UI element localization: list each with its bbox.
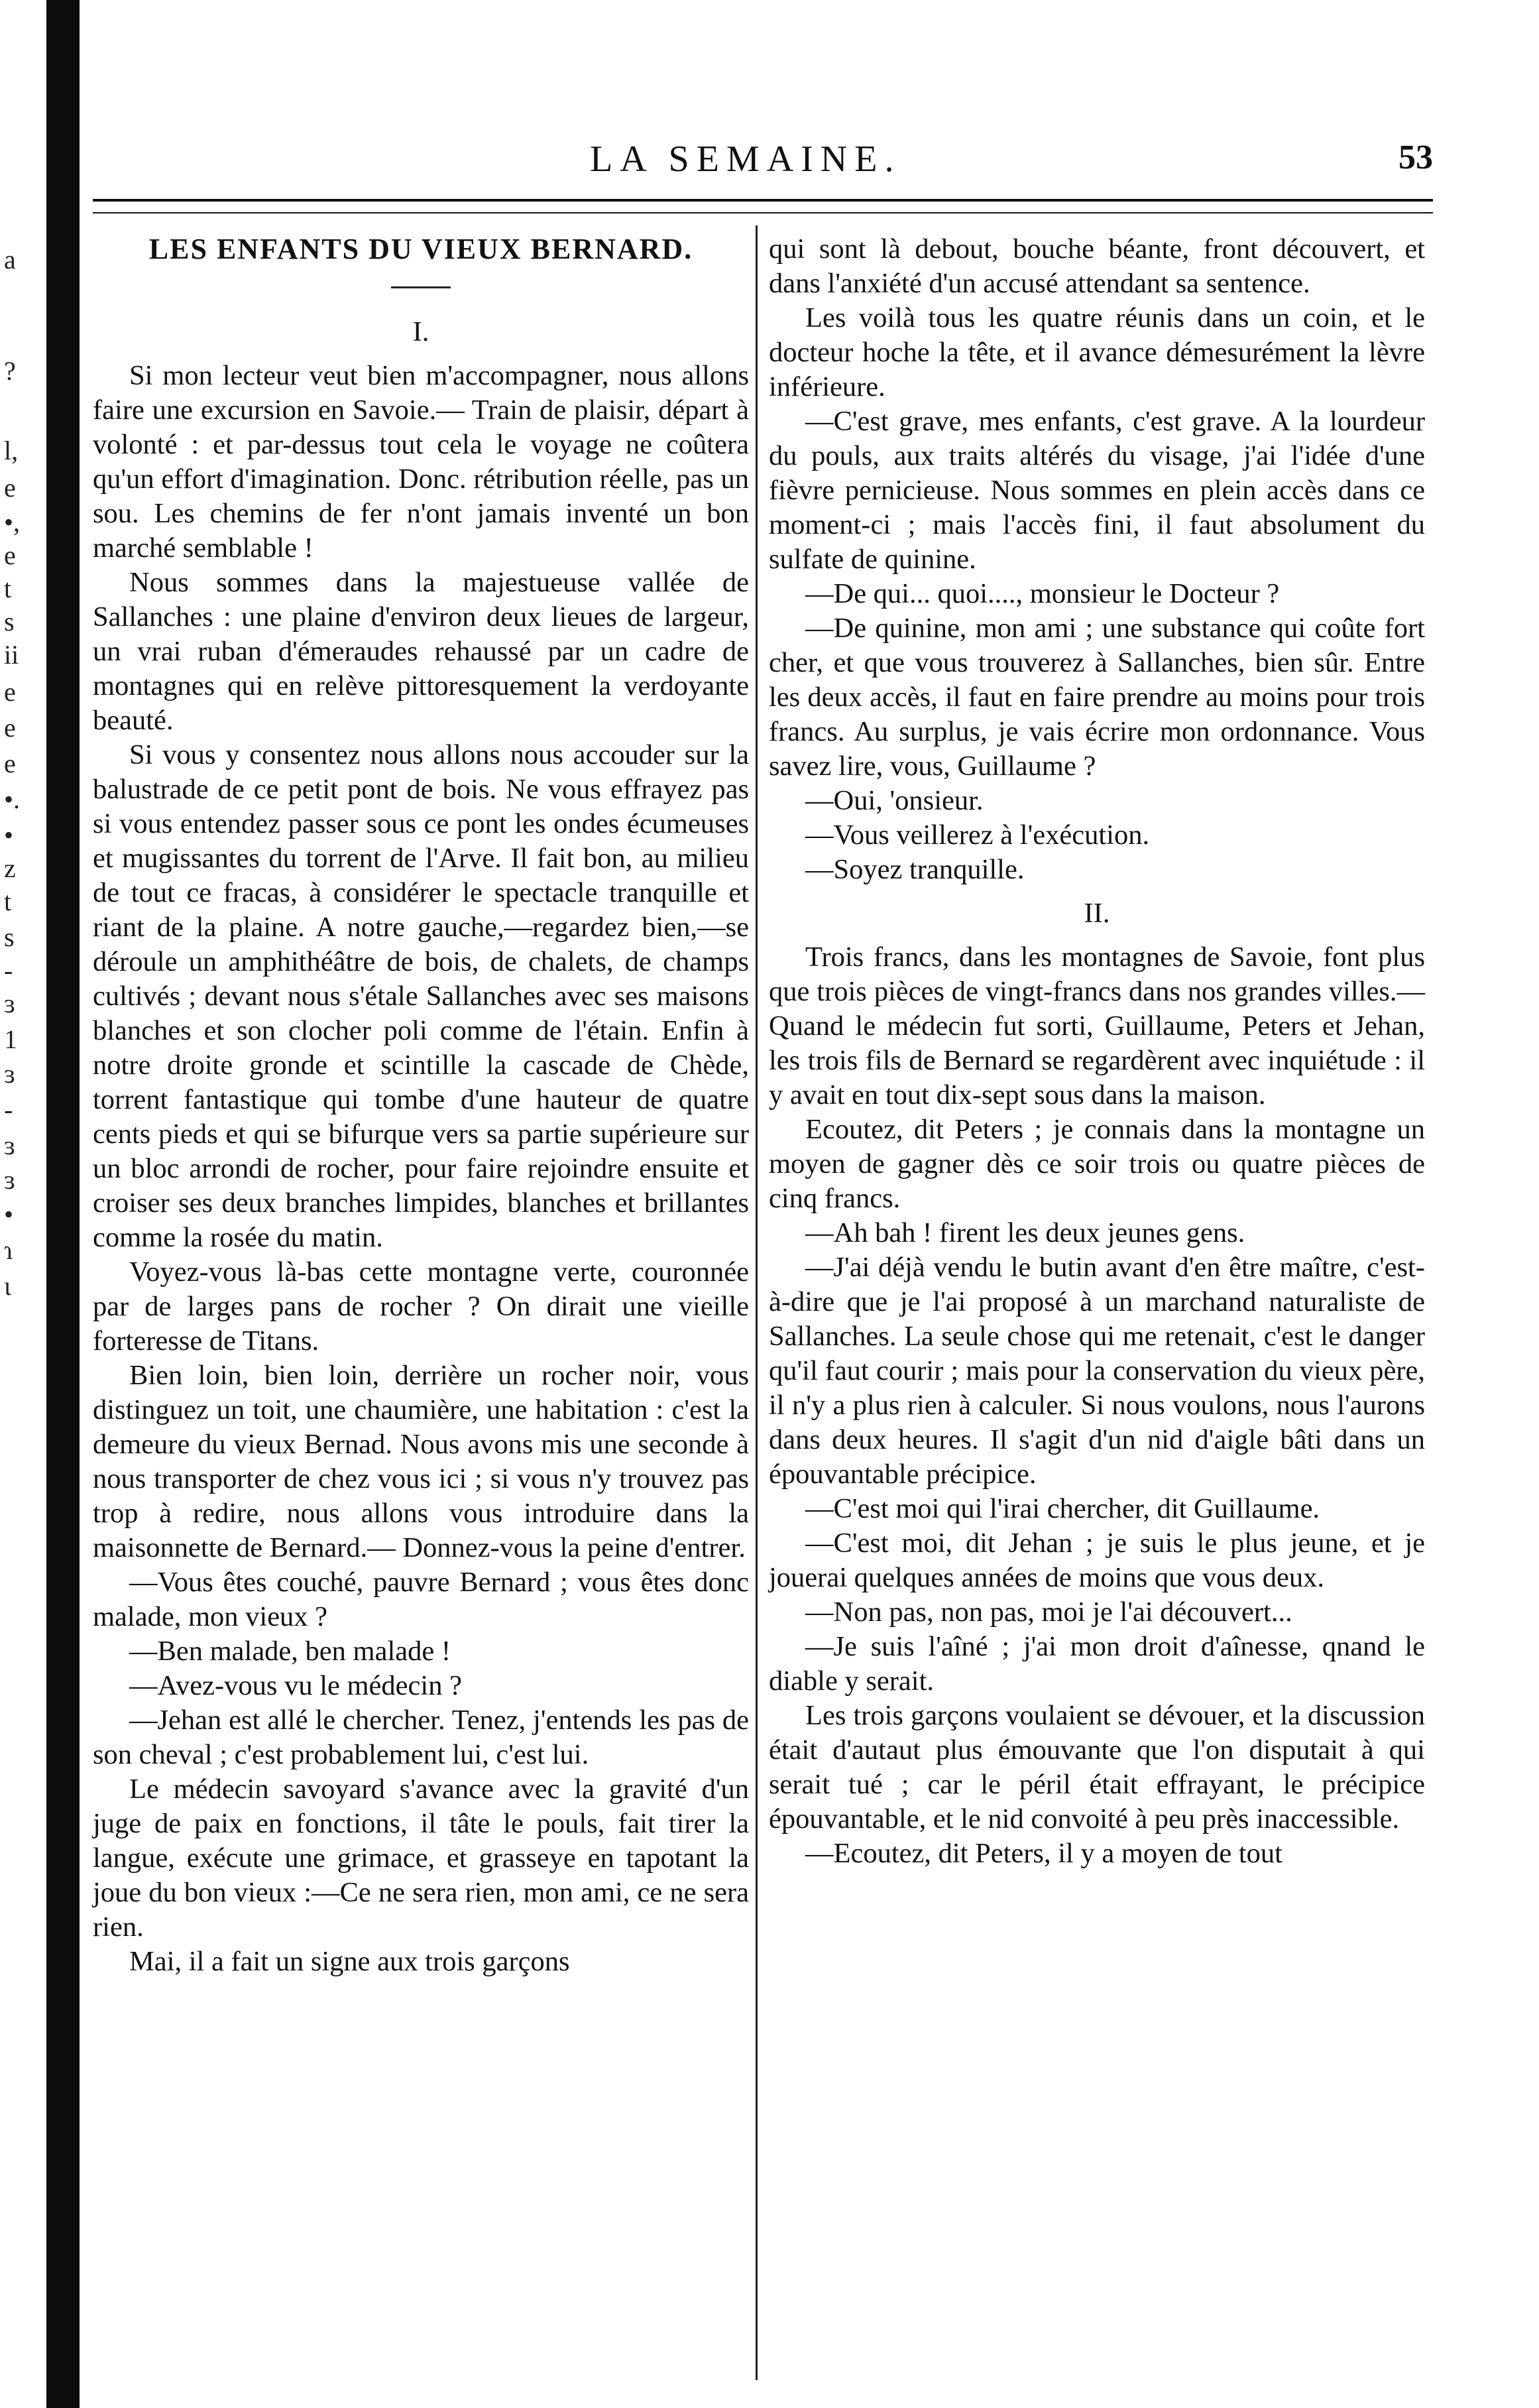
gutter-char: t: [4, 573, 12, 603]
page-number: 53: [1398, 139, 1433, 176]
header-rule: [93, 212, 1433, 213]
paragraph: Mai, il a fait un signe aux trois garçons: [129, 1946, 570, 1977]
paragraph: Bien loin, bien loin, derrière un rocher noir, vous distinguez un toit, une chaumière, une habitation : c'est la demeure du vieux Bernad. Nous avons mis une seconde à nous transporter de chez vous ici ; si vous n'y trouvez pas trop à redire, nous allons vous introduire dans la maisonnette de Bernard.— Donnez-vous la peine d'entrer.: [93, 1360, 749, 1563]
paragraph: —C'est moi qui l'irai chercher, dit Guillaume.: [805, 1493, 1320, 1524]
title-divider: [391, 286, 451, 288]
gutter-char: ɜ: [4, 1165, 15, 1195]
paragraph: —De qui... quoi...., monsieur le Docteur ?: [805, 578, 1280, 609]
article-title: LES ENFANTS DU VIEUX BERNARD.: [148, 233, 693, 265]
gutter-char: ?: [4, 356, 16, 386]
gutter-char: t: [4, 886, 12, 916]
gutter-char: •,: [4, 507, 21, 537]
gutter-char: e: [4, 713, 16, 743]
gutter-char: -: [4, 955, 13, 985]
paragraph: —Je suis l'aîné ; j'ai mon droit d'aînesse, qnand le diable y serait.: [769, 1631, 1425, 1697]
binding-edge: [46, 0, 80, 2408]
gutter-char: ii: [4, 640, 19, 670]
gutter-char: a: [4, 245, 16, 274]
paragraph: Si mon lecteur veut bien m'accompagner, nous allons faire une excursion en Savoie.— Train de plaisir, départ à volonté : et par-dessus tout cela le voyage ne coûtera qu'un effort d'imagination. Donc. rétribution réelle, pas un sou. Les chemins de fer n'ont jamais inventé un bon marché semblable !: [93, 360, 749, 564]
gutter-char: •: [4, 1199, 14, 1229]
paragraph: —Avez-vous vu le médecin ?: [129, 1670, 462, 1701]
paragraph: Nous sommes dans la majestueuse vallée de Sallanches : une plaine d'environ deux lieues de largeur, un vrai ruban d'émeraudes rehaussé par un cadre de montagnes qui en relève pittoresquement la verdoyante beauté.: [93, 567, 749, 736]
gutter-char: •.: [4, 784, 21, 814]
paragraph: —Non pas, non pas, moi je l'ai découvert...: [805, 1596, 1292, 1628]
gutter-char: •: [4, 820, 14, 850]
gutter-char: s: [4, 607, 15, 636]
gutter-char: ɿ: [4, 1235, 13, 1265]
paragraph: Si vous y consentez nous allons nous accouder sur la balustrade de ce petit pont de bois. Ne vous effrayez pas si vous entendez passer sous ce pont les ondes écumeuses et mugissantes du torrent de l'Arve. Il fait bon, au milieu de tout ce fracas, à considérer le spectacle tranquille et riant de la plaine. A notre gauche,—regardez bien,—se déroule un amphithéâtre de bois, de chalets, de champs cultivés ; devant nous s'étale Sallanches avec ses maisons blanches et son clocher poli comme de l'étain. Enfin à notre droite gronde et scintille la cascade de Chède, torrent fantastique qui tombe d'une hauteur de quatre cents pieds et qui se bifurque vers sa partie supérieure sur un bloc arrondi de rocher, pour faire rejoindre ensuite et croiser ses deux branches limpides, blanches et brillantes comme la rosée du matin.: [93, 739, 749, 1253]
paragraph: —C'est moi, dit Jehan ; je suis le plus jeune, et je jouerai quelques années de moins que vous deux.: [769, 1528, 1425, 1593]
paragraph: Ecoutez, dit Peters ; je connais dans la montagne un moyen de gagner dès ce soir trois ou quatre pièces de cinq francs.: [769, 1114, 1425, 1214]
gutter-char: e: [4, 540, 16, 570]
paragraph: Les trois garçons voulaient se dévouer, et la discussion était d'autaut plus émouvante que l'on disputait à qui serait tué ; car le péril était effrayant, le précipice épouvantable, et le nid convoité à peu près inaccessible.: [769, 1700, 1425, 1835]
paragraph: —De quinine, mon ami ; une substance qui coûte fort cher, et que vous trouverez à Sallanches, bien sûr. Entre les deux accès, il faut en faire prendre au moins pour trois francs. Au surplus, je vais écrire mon ordonnance. Vous savez lire, vous, Guillaume ?: [769, 613, 1425, 782]
paragraph: Les voilà tous les quatre réunis dans un coin, et le docteur hoche la tête, et il avance démesurément la lèvre inférieure.: [769, 302, 1425, 402]
paragraph: —Vous êtes couché, pauvre Bernard ; vous êtes donc malade, mon vieux ?: [93, 1567, 749, 1632]
section-heading: I.: [412, 316, 429, 347]
section-heading: II.: [1084, 898, 1110, 929]
left-column: [93, 232, 749, 1979]
gutter-char: -: [4, 1095, 13, 1124]
left-margin-gutter: [0, 0, 46, 2408]
gutter-char: e: [4, 677, 16, 707]
header-rule: [93, 199, 1433, 202]
paragraph: —Oui, 'onsieur.: [805, 785, 984, 816]
gutter-char: 1: [4, 1024, 17, 1054]
gutter-char: z: [4, 853, 16, 883]
gutter-char: ɜ: [4, 1059, 15, 1089]
paragraph: Trois francs, dans les montagnes de Savoie, font plus que trois pièces de vingt-francs dans nos grandes villes.—Quand le médecin fut sorti, Guillaume, Peters et Jehan, les trois fils de Bernard se regardèrent avec inquiétude : il y avait en tout dix-sept sous dans la maison.: [769, 941, 1425, 1111]
running-title: LA SEMAINE.: [590, 139, 901, 180]
gutter-char: l,: [4, 436, 19, 465]
gutter-char: ι: [4, 1271, 11, 1301]
paragraph: —Soyez tranquille.: [805, 854, 1025, 885]
paragraph: Voyez-vous là-bas cette montagne verte, couronnée par de larges pans de rocher ? On dirait une vieille forteresse de Titans.: [93, 1256, 749, 1356]
paragraph: —Ah bah ! firent les deux jeunes gens.: [805, 1217, 1245, 1248]
gutter-char: ɜ: [4, 1130, 15, 1160]
gutter-char: ɜ: [4, 989, 15, 1018]
paragraph: —J'ai déjà vendu le butin avant d'en être maître, c'est-à-dire que je l'ai proposé à un marchand naturaliste de Sallanches. La seule chose qui me retenait, c'est le danger qu'il faut courir ; mais pour la conservation du vieux père, il n'y a plus rien à calculer. Si nous voulons, nous l'aurons dans deux heures. Il s'agit d'un nid d'aigle bâti dans un épouvantable précipice.: [769, 1252, 1425, 1490]
column-divider: [756, 225, 758, 2380]
gutter-char: e: [4, 749, 16, 778]
paragraph: —Ecoutez, dit Peters, il y a moyen de tout: [805, 1838, 1282, 1869]
paragraph: qui sont là debout, bouche béante, front découvert, et dans l'anxiété d'un accusé attendant sa sentence.: [769, 233, 1425, 299]
paragraph: —Jehan est allé le chercher. Tenez, j'entends les pas de son cheval ; c'est probablement lui, c'est lui.: [93, 1705, 749, 1770]
paragraph: —C'est grave, mes enfants, c'est grave. A la lourdeur du pouls, aux traits altérés du visage, j'ai l'idée d'une fièvre pernicieuse. Nous sommes en plein accès dans ce moment-ci ; mais l'accès fini, il faut absolument du sulfate de quinine.: [769, 406, 1425, 575]
paragraph: —Ben malade, ben malade !: [129, 1636, 451, 1667]
gutter-char: s: [4, 922, 15, 952]
paragraph: —Vous veillerez à l'exécution.: [805, 819, 1150, 851]
paragraph: Le médecin savoyard s'avance avec la gravité d'un juge de paix en fonctions, il tâte le pouls, fait tirer la langue, exécute une grimace, et grasseye en tapotant la joue du bon vieux :—Ce ne sera rien, mon ami, ce ne sera rien.: [93, 1774, 749, 1943]
gutter-char: e: [4, 473, 16, 503]
right-column: [769, 232, 1425, 1871]
page-header: [86, 138, 1433, 184]
